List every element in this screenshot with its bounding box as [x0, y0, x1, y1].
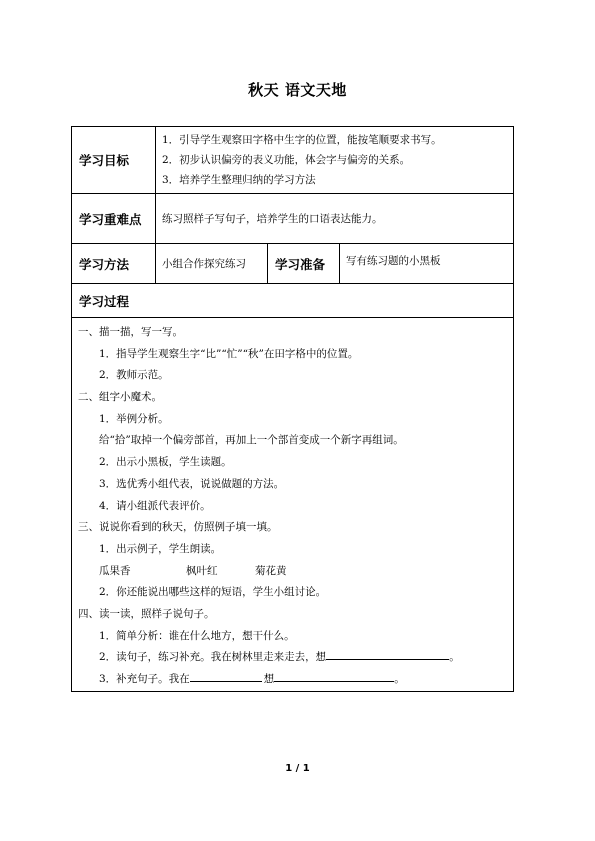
step-line: 1．举例分析。 [99, 412, 169, 425]
example-phrase: 菊花黄 [255, 564, 287, 577]
goals-label: 学习目标 [72, 127, 156, 194]
fill-blank-text: 2．读句子，练习补充。我在树林里走来走去，想 [99, 651, 327, 664]
method-row [72, 244, 514, 284]
process-header-row [72, 284, 514, 318]
step-line: 给“拾”取掉一个偏旁部首，再加上一个部首变成一个新字再组词。 [99, 434, 404, 447]
fill-blank-line [78, 669, 507, 691]
prep-text: 写有练习题的小黑板 [340, 244, 514, 284]
goals-cell [156, 127, 514, 194]
goal-item: 2．初步认识偏旁的表义功能，体会字与偏旁的关系。 [162, 154, 411, 166]
section-heading: 二、组字小魔术。 [78, 391, 162, 404]
page-number: 1 / 1 [285, 763, 310, 774]
goal-item: 1．引导学生观察田字格中生字的位置，能按笔顺要求书写。 [162, 134, 442, 146]
key-points-label: 学习重难点 [72, 194, 156, 244]
process-content [72, 318, 514, 692]
section-heading: 一、描一描，写一写。 [78, 326, 183, 338]
step-line: 2．出示小黑板，学生读题。 [99, 456, 232, 469]
method-text: 小组合作探究练习 [156, 244, 268, 284]
fill-blank-end: 。 [394, 673, 405, 685]
page-title: 秋天 语文天地 [248, 81, 347, 99]
fill-blank-line [78, 647, 507, 669]
fill-blank-end: 。 [449, 651, 460, 664]
step-line: 1．简单分析：谁在什么地方，想干什么。 [99, 629, 295, 642]
process-row [72, 318, 514, 692]
blank-underline [326, 647, 449, 660]
blank-underline [190, 669, 262, 682]
step-line: 1．出示例子，学生朗读。 [99, 542, 222, 555]
blank-underline [274, 669, 394, 682]
step-line: 2．你还能说出哪些这样的短语，学生小组讨论。 [99, 586, 327, 599]
example-phrase: 枫叶红 [186, 564, 218, 577]
method-label: 学习方法 [72, 244, 156, 284]
step-line: 4．请小组派代表评价。 [99, 499, 211, 512]
section-heading: 三、说说你看到的秋天，仿照例子填一填。 [78, 521, 278, 534]
key-points-row [72, 194, 514, 244]
lesson-plan-table [71, 126, 514, 692]
fill-blank-text: 想 [263, 673, 275, 685]
section-heading: 四、读一读，照样子说句子。 [78, 607, 215, 620]
goals-row [72, 127, 514, 194]
goal-item: 3．培养学生整理归纳的学习方法 [162, 174, 316, 186]
step-line: 2．教师示范。 [99, 369, 169, 382]
step-line: 1．指导学生观察生字“比”“忙”“秋”在田字格中的位置。 [99, 347, 359, 360]
fill-blank-text: 3．补充句子。我在 [99, 673, 190, 685]
process-label: 学习过程 [72, 284, 514, 318]
example-phrases [78, 561, 507, 583]
step-line: 3．选优秀小组代表，说说做题的方法。 [99, 477, 285, 490]
example-phrase: 瓜果香 [99, 564, 131, 577]
key-points-text: 练习照样子写句子，培养学生的口语表达能力。 [156, 194, 514, 244]
prep-label: 学习准备 [268, 244, 340, 284]
